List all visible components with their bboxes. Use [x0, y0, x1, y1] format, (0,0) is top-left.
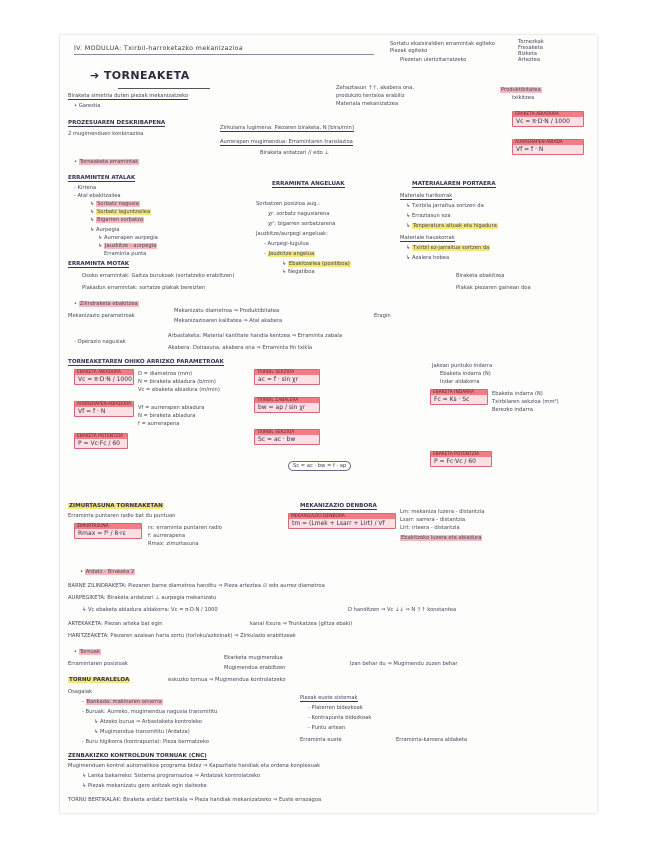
osagai-3: ↳ Atzeko burua ⇒ Arbastaketa kontroleko: [94, 719, 202, 725]
zilindraketa-label: • Zilindraketa ebakitzea: [74, 301, 138, 307]
intro-r3: Materiala mekanizatzea: [336, 101, 398, 107]
param-ap-head: TXIRBIL ZABALERA: [255, 398, 319, 403]
materialak-7: ↳ Azalera hobea: [406, 255, 450, 261]
top-out-1: Tornezkak: [518, 39, 544, 45]
angeluak-5: - Aurpegi-lugulua: [264, 241, 309, 247]
tornuak-t1: Erramintaren posizioak: [68, 661, 128, 667]
intro-r5: txikitzea: [512, 95, 535, 101]
param-s-box: [254, 429, 320, 445]
gurdi-2: - Kontrapunta bidezkoak: [308, 715, 372, 721]
formula-vc-head: ERAKETA-ABIADURA: [513, 112, 583, 117]
zilindraketa-p4: Eragin: [374, 313, 391, 319]
zilindraketa-p7: Akabera: Doitasuna, akabera ona ⇒ Erraminta fin txikia: [168, 345, 313, 351]
top-note-3: Piezetan ulertzitarratzeko: [400, 57, 467, 63]
param-sc-head: TXIRBIL SEKZIOA: [255, 370, 319, 375]
param-vf: Vf = f · N: [78, 408, 106, 415]
materialak-title: MATERIALAREN PORTAERA: [412, 181, 496, 187]
motak-r2: Plakak piezaren gainean doa: [456, 285, 531, 291]
bottom-b3: ↳ Vc ebaketa abiadura aldakorra: Vc = π·D·N / 1000: [82, 607, 218, 613]
bottom-b4r: kanal itxura ⇒ Trunkatzea (giltza ebaki): [250, 621, 353, 627]
zimurtasuna-formula: Rmax = f² / 8·rε: [78, 530, 126, 537]
zim-note-1: rε: erraminta puntaren radio: [148, 525, 222, 531]
top-out-3: Bizketa: [518, 51, 537, 57]
motak-title: ERRAMINTA MOTAK: [68, 261, 130, 267]
intro-1: Biraketa simetria duten piezak mekanizatzeko: [68, 93, 189, 99]
osagai-2: - Buruak: Aurreko, mugimendua nagusia transmititu: [82, 709, 218, 715]
angeluak-6: - Jauzkitze angelua: [264, 251, 315, 257]
cnc-title: ZENBAKIZKO KONTROLDUN TORNUAK (CNC): [68, 753, 207, 759]
tornuak: • Tornuak: [74, 649, 100, 655]
denbora-head: MEKANIZAZIO DENBORA: [289, 514, 395, 519]
angeluak-1: Sorbatzen posizioa aug.:: [256, 201, 320, 207]
tornuak-t2: Ekarketa mugimendua: [224, 655, 283, 661]
param-p: P = Vc·Fc / 60: [78, 440, 120, 447]
angeluak-7: ↳ Ebakitzailea (positiboa): [282, 261, 350, 267]
param-ap: bw = ap / sin χr: [258, 404, 306, 411]
param-ap-box: [254, 397, 320, 413]
motak-2: Plakadun erramintak: sortatze plakak bereizten: [82, 285, 206, 291]
atalak-4: ↳ Sorbatz laguntzailea: [90, 209, 151, 215]
intro-2: • Garestia: [74, 103, 101, 109]
param-vf-box: [74, 401, 134, 417]
osagai-1: - Bankada: makinaren oinarria: [82, 699, 162, 705]
zimurtasuna-box: [74, 523, 142, 539]
param-pw-head: EBAKETA POTENTZIA: [431, 452, 491, 457]
param-s: Sc = ac · bw: [258, 436, 296, 443]
param-p-box: [74, 433, 128, 449]
zilindraketa-p5: - Operazio nagusiak: [74, 339, 126, 345]
materialak-2: ↳ Txirbila jarraitua sortzen da: [406, 203, 484, 209]
zilindraketa-p6: Arbastaketa: Material kantitate handia kentzea ⇒ Erraminta zabala: [168, 333, 343, 339]
right-note-5: Txirbilaren sekzioa (mm²): [492, 399, 559, 405]
materialak-3: ↳ Erraztasun eza: [406, 213, 451, 219]
tornuak-t4: Izan behar du ⇒ Mugimendu zuzen behar: [350, 661, 458, 667]
intro-r1: Zehaztasun ↑↑, akabera ona,: [336, 85, 415, 91]
atalak-2: - Atal ebakitzailea: [74, 193, 121, 199]
atalak-1: - Kirtena: [74, 185, 97, 191]
param-sc-box: [254, 369, 320, 385]
denbora-note-1: Lm: mekaniza luzera - distantzia: [400, 509, 485, 515]
cnc-2: ↳ Lanka bakarreko: Sistema programazioa ⇒ Ardatzak kontrolatzeko: [82, 773, 261, 779]
param-fc: Fc = Ks · Sc: [434, 396, 470, 403]
angeluak-2: χr: sorbatz nagusiarena: [268, 211, 330, 217]
vf-note-3: f = aurrerapena: [138, 421, 180, 427]
param-sc: ac = f · sin χr: [258, 376, 299, 383]
gurdi-1: - Platerren bidezkoak: [308, 705, 363, 711]
zilindraketa-p1: Mekanizazio parametroak: [68, 313, 135, 319]
param-sc2: Sc = ac · bw = f · ap: [288, 461, 351, 471]
osagaiak: Osagaiak: [68, 689, 93, 695]
osagai-4: ↳ Mugimendua transmititu (Ardatza): [94, 729, 190, 735]
formula-vf-head: AURRERAPEN-ABIADA: [513, 140, 583, 145]
main-title: ➔ TORNEAKETA: [90, 69, 190, 82]
atalak-3: ↳ Sorbatz nagusia: [90, 201, 139, 207]
formula-vf: Vf = f · N: [516, 146, 544, 153]
materialak-1: Materiale harikorrak: [400, 193, 453, 199]
param-vc-box: [74, 369, 134, 385]
bottom-b3r: D handitzen ⇒ Vc ↓↓ ⇒ N ↑↑ konstantea: [348, 607, 457, 613]
param-vc: Vc = π·D·N / 1000: [78, 376, 132, 383]
top-note-1: Sortatu ekalxiraldien erramintak egiteko: [390, 41, 495, 47]
vf-note-1: Vf = aurrerapen abiadura: [138, 405, 205, 411]
denbora-note-3: Lirt: irteera - distantzia: [400, 525, 460, 531]
param-fc-box: [430, 389, 488, 405]
atalak-7: ↳ Aurrerapen aurpegia: [98, 235, 158, 241]
formula-vc-box: [512, 111, 584, 127]
vc-note-3: Vc = ebaketa abiadura (m/min): [138, 387, 220, 393]
paralelo-r: eskuzko tornua ⇒ Mugimendua kontrolatzeko: [168, 677, 286, 683]
angeluak-title: ERRAMINTA ANGELUAK: [272, 181, 345, 187]
materialak-4: ↳ Tenperatura altuak eta higadura: [406, 223, 497, 229]
atalak-5: ↳ Bigarren sorbatza: [90, 217, 144, 223]
param-pw-box: [430, 451, 492, 467]
formula-vc: Vc = π·D·N / 1000: [516, 118, 570, 125]
denbora-title: MEKANIZAZIO DENBORA: [300, 503, 377, 509]
gurdi-5: Erraminta-kamera aldaketa: [396, 737, 468, 743]
prozesua-title: PROZESUAREN DESKRIBAPENA: [68, 120, 166, 126]
right-note-2: Ebaketa indarra (N): [440, 371, 491, 377]
cnc-1: Mugimenduen kontrol automatikoa programa bidez ⇒ Kapazitate handiak eta ordena konplexuak: [68, 763, 321, 769]
denbora-note-4: Ebakitzeko luzera eta abiadura: [401, 535, 482, 541]
zilindraketa-p3: Mekanizazioaren kalitatea ⇒ Atal akabera: [174, 318, 283, 324]
paralelo-title: TORNU PARALELOA: [69, 677, 130, 683]
gurdi-3: - Puntu artean: [308, 725, 346, 731]
zimurtasuna-head: ZIMURTASUNA: [75, 524, 141, 529]
right-note-4: Ebaketa indarra (N): [492, 391, 543, 397]
intro-r4: Produktibitatea: [501, 87, 541, 93]
angeluak-3: χr': bigarren sorbatzarena: [268, 221, 336, 227]
parametroak-title: TORNEAKETAREN OHIKO ARRIZKO PARAMETROAK: [68, 359, 224, 365]
vf-note-2: N = biraketa abiadura: [138, 413, 196, 419]
param-vf-head: AURRERAPEN-ABIADURA: [75, 402, 133, 407]
vc-note-1: D = diametroa (mm): [138, 371, 193, 377]
bottom-b1: BARNE ZILINDRAKETA: Piezaren barne diametroa handitu ⇒ Pieza arteztea ∅ edo aurrez diametroa: [68, 583, 325, 589]
bertikal: TORNU BERTIKALAK: Biraketa ardatz bertikala ⇒ Pieza handiak mekanizatzeko ⇒ Euste errazagoa: [68, 797, 322, 803]
bottom-b4: ARTEKAKETA: Piezan arteka bat egin: [68, 621, 163, 627]
gurdi-title: Piezak euste sistemak: [300, 695, 358, 701]
bottom-b2: AURPEGIKETA: Biraketa ardatzari ⊥ aurpegia mekanizatu: [68, 595, 217, 601]
motak-r1: Biraketa ebakitzea: [456, 273, 505, 279]
top-note-2: Piezak egiteko: [390, 48, 428, 54]
tornuak-t3: Mugimendua erabiltzen: [224, 665, 286, 671]
right-note-3: Indar aldakorra: [440, 379, 480, 385]
denbora-note-2: Lsarr: sarrera - distantzia: [400, 517, 466, 523]
param-fc-head: EBAKETA INDARRA: [431, 390, 487, 395]
atalak-6: ↳ Aurpegia: [90, 227, 120, 233]
atalak-8: ↳ Jauzkitze - aurpegia: [98, 243, 157, 249]
notebook-page: [60, 35, 597, 813]
cnc-3: ↳ Piezak mekanizatu gero anitzak egin daitezke: [82, 783, 207, 789]
param-s-head: TXIRBIL SEKZIOA: [255, 430, 319, 435]
angeluak-4: Jauzkitze/aurpegi angeluak:: [256, 231, 328, 237]
prozesua-m3: Biraketa ardatzari // edo ⊥: [260, 150, 330, 156]
prozesua-sub: 2 mugimenduen konbinazioa: [68, 131, 144, 137]
prozesua-m1: Zirkularra lugimena: Piezaren biraketa, N [bira/min]: [220, 125, 354, 131]
materialak-5: Materiale hauskorrak: [400, 235, 455, 241]
zilindraketa-p2: Mekanizatu diametroa ⇒ Produktibitatea: [174, 308, 280, 314]
atalak-title: ERRAMINTEN ATALAK: [68, 175, 136, 181]
denbora-formula: tm = (Lmek + Lsarr + Lirt) / Vf: [292, 520, 385, 527]
bottom-b5: HARITZEAKETA: Piezaren azalean haria sortu (torloku/azkoinak) ⇒ Zirkulazio erabiltzeak: [68, 633, 296, 639]
prozesua-m2: Aurrerapen mugimendua: Erramintaren translazioa: [220, 139, 353, 145]
param-vc-head: EBAKETA ABIADURA: [75, 370, 133, 375]
angeluak-8: ↳ Negatiboa: [282, 269, 315, 275]
param-pw: P = Fc·Vc / 60: [434, 458, 476, 465]
top-out-2: Fresaketa: [518, 45, 543, 51]
right-note-1: Jakoan puntuko indarra: [432, 363, 493, 369]
zim-note-3: Rmax: zimurtasuna: [148, 541, 199, 547]
atalak-9: Erraminta punta: [104, 251, 147, 257]
top-out-4: Arteztea: [518, 57, 541, 63]
zimurtasuna-title: ZIMURTASUNA TORNEAKETAN: [69, 503, 163, 509]
zim-note-2: f: aurrerapena: [148, 533, 186, 539]
param-p-head: EBAKETA POTENTZIA: [75, 434, 127, 439]
gurdi-4: Erraminta euste: [300, 737, 342, 743]
right-note-6: Berezko indarra: [492, 407, 533, 413]
torneaketa-erramintak: • Torneaketa erramintak: [74, 159, 139, 165]
zimurtasuna-l1: Erraminta puntaren radio bat du puntuan: [68, 513, 176, 519]
materialak-6: ↳ Txirbil ez-jarraitua sortzen da: [406, 245, 490, 251]
ardatz: • Ardatz - Biraketa 2: [80, 569, 135, 575]
vc-note-2: N = biraketa abiadura (b/min): [138, 379, 216, 385]
denbora-box: [288, 513, 396, 529]
intro-r2: produkzio tentsioa erabiliz: [336, 93, 405, 99]
formula-vf-box: [512, 139, 584, 155]
module-title: IV. MODULUA: Txirbil-harroketazko mekanizazioa: [74, 44, 243, 52]
osagai-5: - Buru higikorra (kontrapunta): Pieza bermatzeko: [82, 739, 209, 745]
motak-1: Osoko erramintak: Gaitza burukoak (sortatzeko erabiltzen): [82, 273, 235, 279]
